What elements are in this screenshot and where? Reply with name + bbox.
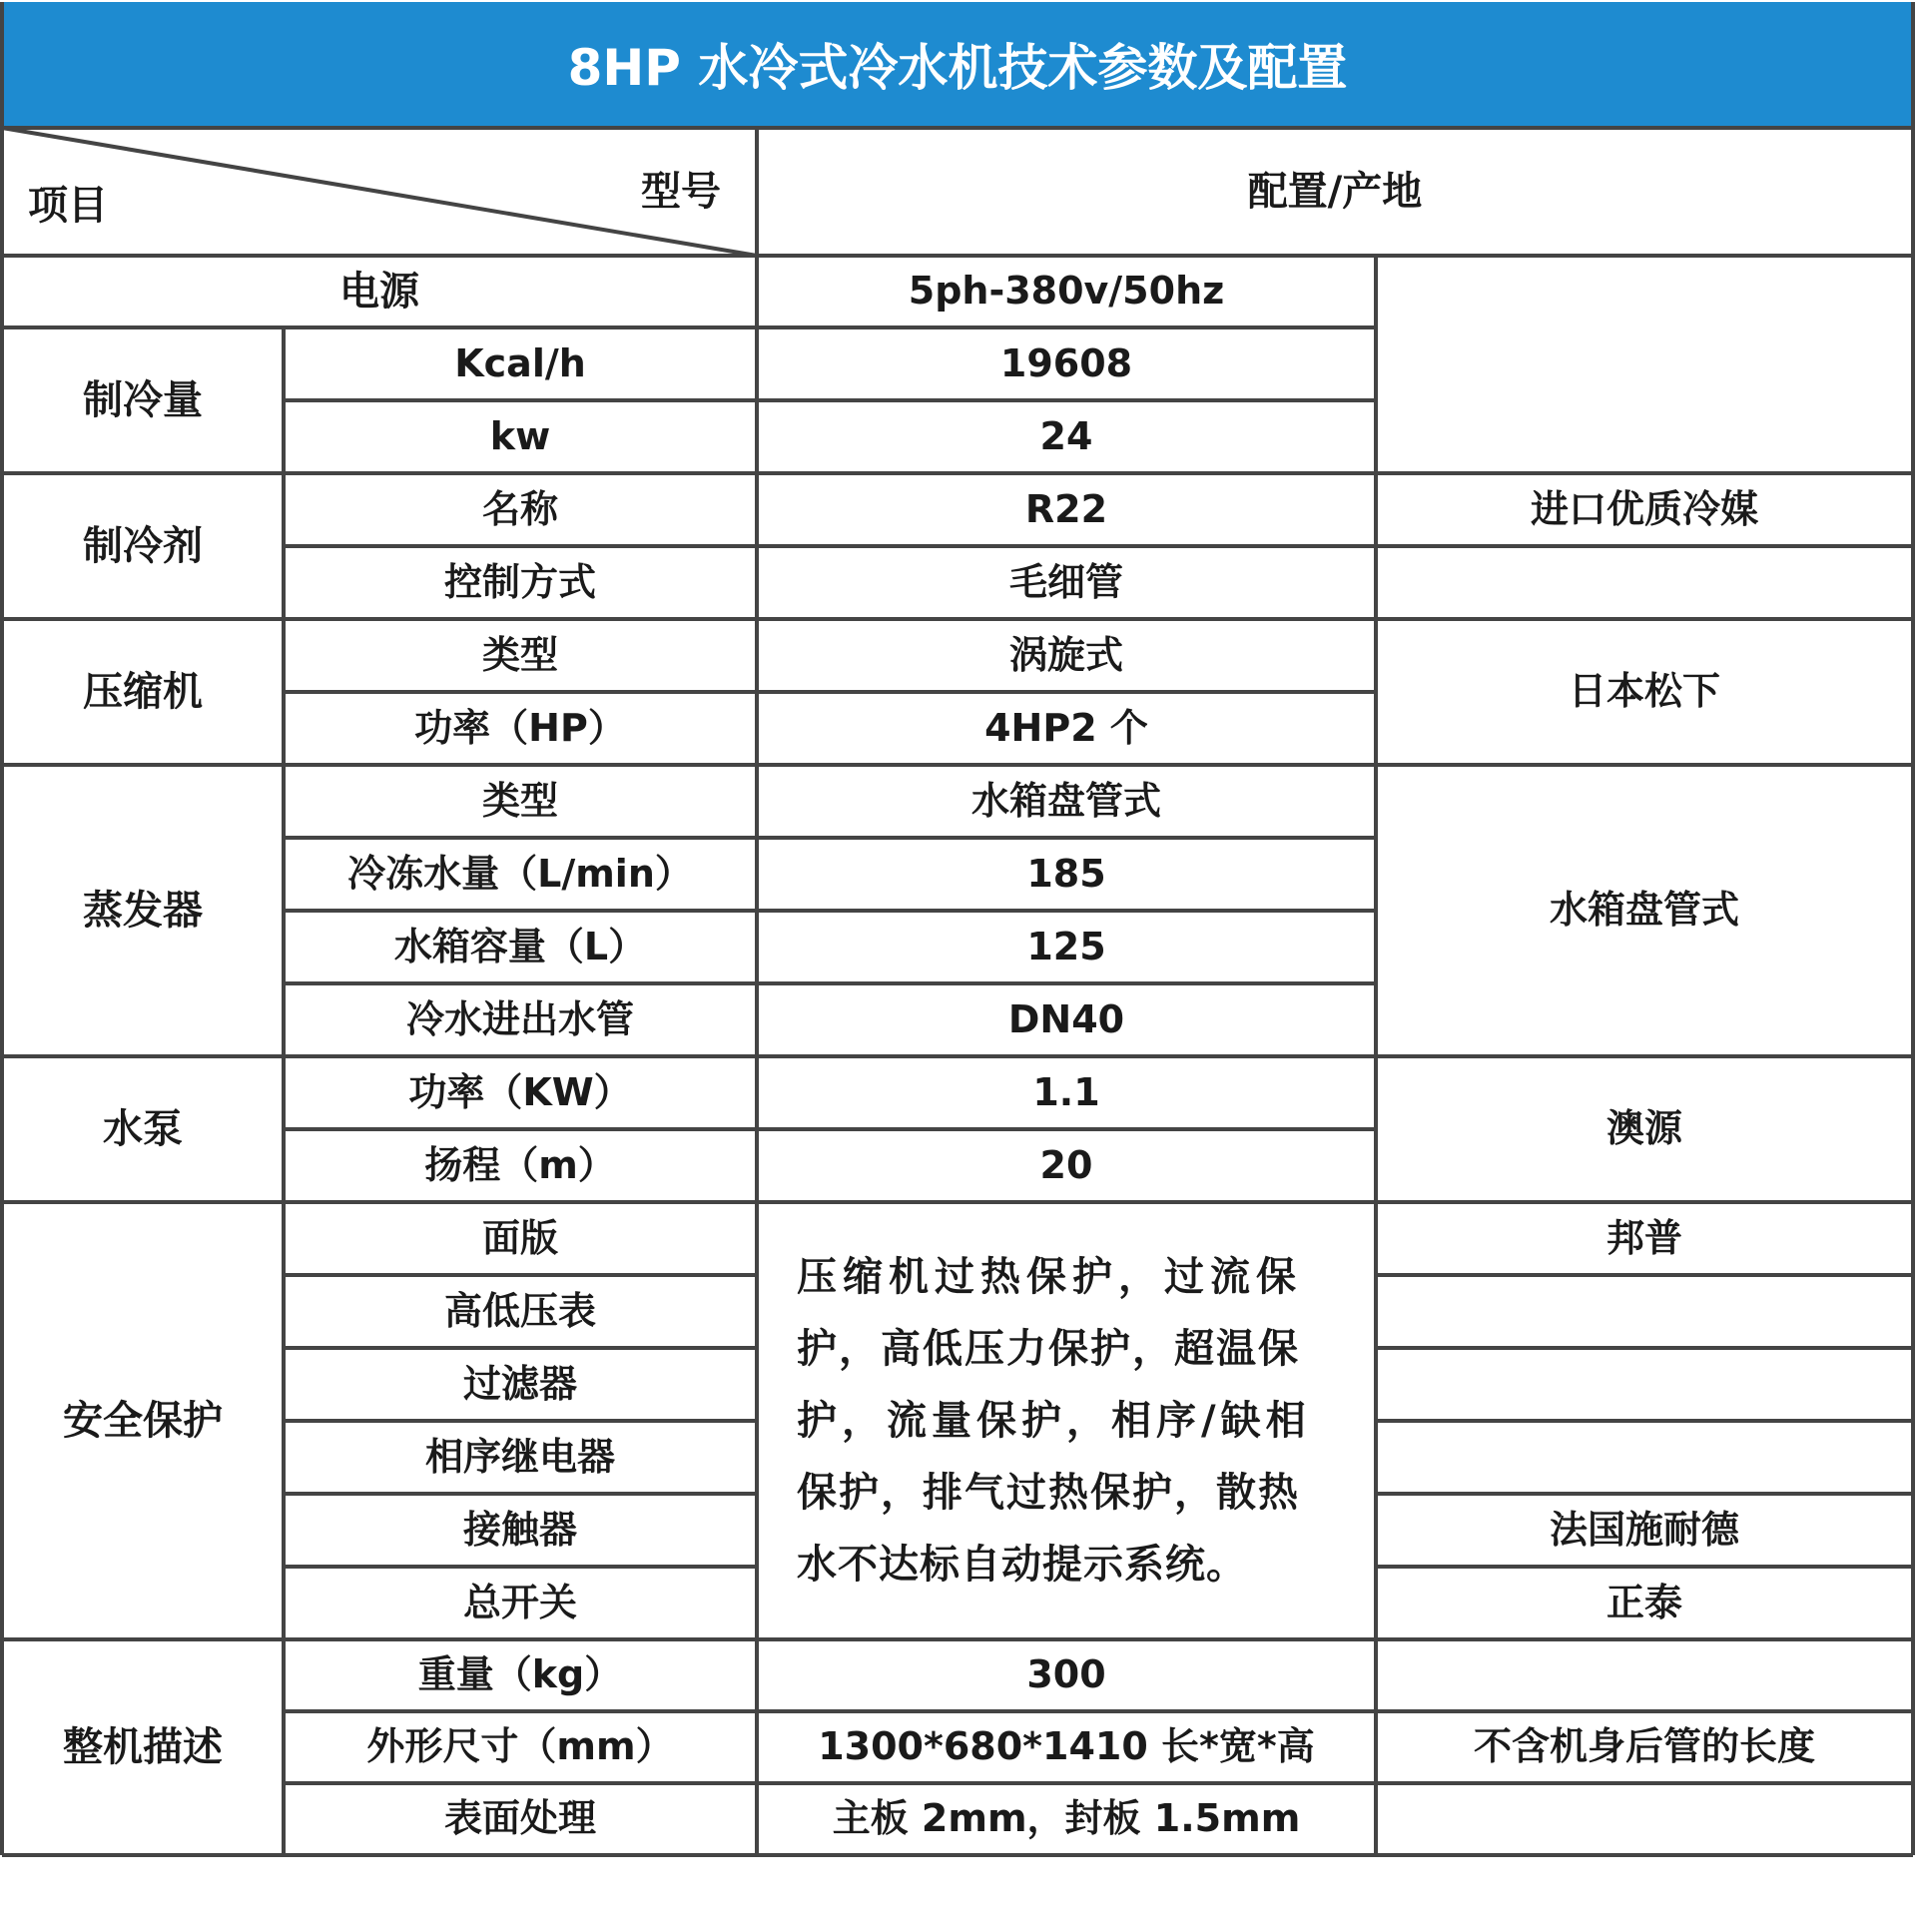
safety-description-line: 水不达标自动提示系统。 — [797, 1542, 1247, 1588]
cooling-capacity-value: 24 — [1039, 413, 1093, 458]
evaporator-value: 185 — [1026, 851, 1106, 896]
safety-description-line: 压缩机过热保护，过流保 — [797, 1254, 1302, 1300]
power-supply-value: 5ph-380v/50hz — [908, 269, 1225, 314]
safety-config — [1376, 1348, 1913, 1421]
refrigerant-value: 毛细管 — [1008, 559, 1123, 604]
safety-description — [757, 1202, 1376, 1639]
machine-value: 300 — [1026, 1652, 1106, 1697]
machine-config — [1376, 1639, 1913, 1711]
refrigerant-param: 控制方式 — [443, 559, 596, 604]
water-pump-param: 扬程（m） — [424, 1142, 616, 1187]
refrigerant-param: 名称 — [481, 486, 558, 531]
water-pump-config: 澳源 — [1605, 1106, 1682, 1151]
safety-description-line: 护，流量保护，相序/缺相 — [797, 1398, 1311, 1444]
compressor-param: 功率（HP） — [414, 705, 626, 750]
safety-param: 总开关 — [462, 1580, 577, 1624]
evaporator-label: 蒸发器 — [83, 888, 203, 934]
safety-param: 过滤器 — [462, 1361, 577, 1406]
safety-config: 邦普 — [1605, 1215, 1682, 1260]
machine-config — [1376, 1783, 1913, 1855]
machine-param: 重量（kg） — [417, 1652, 623, 1697]
safety-param: 相序继电器 — [424, 1434, 615, 1479]
header-model-label: 型号 — [641, 169, 721, 215]
machine-param: 表面处理 — [443, 1796, 596, 1841]
refrigerant-label: 制冷剂 — [83, 523, 203, 569]
safety-description-line: 护，高低压力保护，超温保 — [797, 1326, 1300, 1372]
evaporator-value: DN40 — [1007, 996, 1125, 1041]
refrigerant-config: 进口优质冷媒 — [1530, 486, 1758, 531]
evaporator-param: 冷冻水量（L/min） — [347, 851, 693, 896]
water-pump-label: 水泵 — [103, 1106, 183, 1152]
cooling-capacity-value: 19608 — [999, 340, 1133, 385]
cooling-capacity-param: Kcal/h — [454, 340, 586, 385]
safety-param: 接触器 — [462, 1507, 577, 1552]
safety-param: 高低压表 — [443, 1288, 596, 1333]
evaporator-param: 水箱容量（L） — [393, 924, 647, 968]
water-pump-value: 1.1 — [1032, 1069, 1100, 1114]
evaporator-value: 125 — [1026, 924, 1106, 968]
water-pump-value: 20 — [1039, 1142, 1093, 1187]
safety-config — [1376, 1421, 1913, 1494]
safety-config: 正泰 — [1605, 1580, 1682, 1624]
power-supply-label: 电源 — [339, 269, 419, 315]
refrigerant-value: R22 — [1024, 486, 1108, 531]
page-title: 8HP 水冷式冷水机技术参数及配置 — [567, 39, 1348, 97]
water-pump-param: 功率（KW） — [408, 1069, 632, 1114]
evaporator-value: 水箱盘管式 — [970, 778, 1161, 823]
machine-param: 外形尺寸（mm） — [366, 1724, 674, 1769]
safety-param: 面版 — [481, 1215, 558, 1260]
safety-config — [1376, 1275, 1913, 1348]
machine-value: 1300*680*1410 长*宽*高 — [818, 1724, 1315, 1769]
machine-label: 整机描述 — [63, 1724, 223, 1770]
compressor-label: 压缩机 — [83, 669, 203, 715]
compressor-param: 类型 — [481, 632, 558, 677]
compressor-value: 4HP2 个 — [984, 705, 1148, 750]
cooling-capacity-param: kw — [489, 413, 551, 458]
evaporator-param: 冷水进出水管 — [405, 996, 634, 1041]
machine-value: 主板 2mm，封板 1.5mm — [832, 1796, 1301, 1841]
compressor-value: 涡旋式 — [1008, 632, 1123, 677]
safety-label: 安全保护 — [63, 1398, 223, 1444]
evaporator-param: 类型 — [481, 778, 558, 823]
safety-description-line: 保护，排气过热保护，散热 — [797, 1470, 1300, 1516]
header-item-label: 项目 — [28, 183, 108, 229]
safety-description-text — [797, 1241, 1311, 1601]
machine-config: 不含机身后管的长度 — [1473, 1724, 1815, 1769]
safety-config: 法国施耐德 — [1549, 1507, 1739, 1552]
evaporator-config: 水箱盘管式 — [1549, 888, 1739, 933]
cooling-capacity-label: 制冷量 — [83, 377, 203, 423]
compressor-config: 日本松下 — [1568, 669, 1720, 714]
header-config-label: 配置/产地 — [1247, 169, 1423, 215]
